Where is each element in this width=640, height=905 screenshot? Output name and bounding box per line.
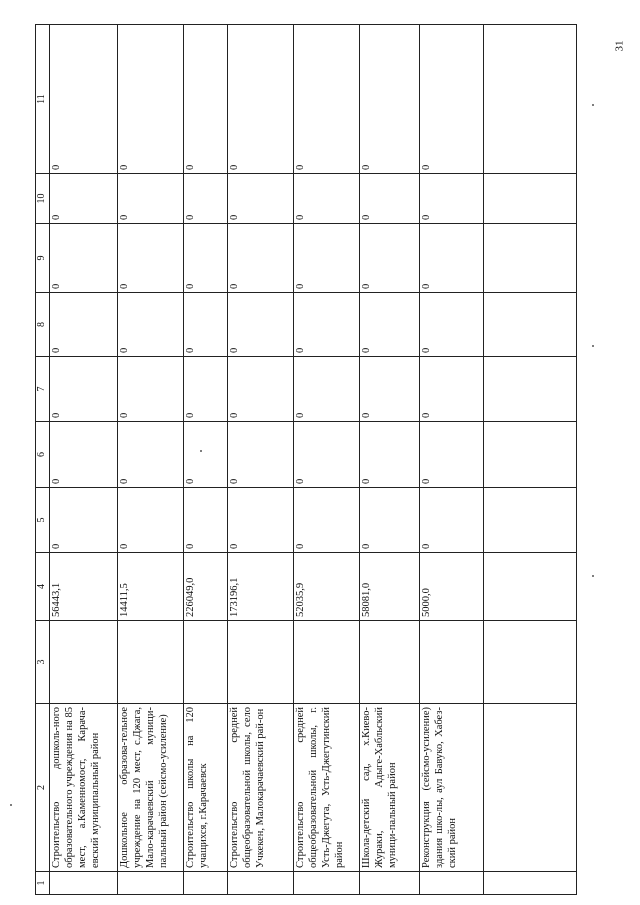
column-header-8: 8 [36, 293, 50, 357]
value-cell-v9: 0 [360, 224, 420, 293]
table-row [118, 25, 184, 895]
value-cell-v10: 0 [228, 174, 294, 224]
value-cell-v5: 0 [184, 488, 228, 553]
value-cell-v9: 0 [50, 224, 118, 293]
value-cell-v7 [484, 357, 577, 422]
value-cell-v3 [118, 621, 184, 704]
value-cell-v6 [484, 422, 577, 488]
value-cell-v7: 0 [294, 357, 360, 422]
value-cell-v11: 0 [360, 25, 420, 174]
value-cell-v7: 0 [228, 357, 294, 422]
row-number-cell [420, 872, 484, 895]
value-cell-v8: 0 [50, 293, 118, 357]
object-name-cell [484, 704, 577, 872]
object-name-cell: Строительство школы на 120 учащихся, г.Карачаевск [184, 704, 228, 872]
value-cell-v8 [484, 293, 577, 357]
value-cell-v3 [420, 621, 484, 704]
value-cell-v9: 0 [420, 224, 484, 293]
row-number-cell [50, 872, 118, 895]
value-cell-v7: 0 [118, 357, 184, 422]
value-cell-v8: 0 [118, 293, 184, 357]
column-header-7: 7 [36, 357, 50, 422]
value-cell-v5: 0 [360, 488, 420, 553]
value-cell-v11: 0 [118, 25, 184, 174]
value-cell-v9: 0 [228, 224, 294, 293]
value-cell-v10: 0 [360, 174, 420, 224]
table-row [420, 25, 484, 895]
table-row [294, 25, 360, 895]
value-cell-v8: 0 [228, 293, 294, 357]
value-cell-v4: 58081,0 [360, 553, 420, 621]
column-header-2: 2 [36, 704, 50, 872]
scan-speck [592, 575, 594, 577]
value-cell-v10: 0 [118, 174, 184, 224]
value-cell-v11: 0 [420, 25, 484, 174]
value-cell-v5: 0 [294, 488, 360, 553]
column-header-6: 6 [36, 422, 50, 488]
value-cell-v6: 0 [360, 422, 420, 488]
value-cell-v10: 0 [294, 174, 360, 224]
value-cell-v6: 0 [294, 422, 360, 488]
value-cell-v11: 0 [228, 25, 294, 174]
header-row [36, 25, 50, 895]
value-cell-v5 [484, 488, 577, 553]
value-cell-v4: 52035,9 [294, 553, 360, 621]
data-table [35, 24, 577, 895]
row-number-cell [184, 872, 228, 895]
column-header-11: 11 [36, 25, 50, 174]
value-cell-v4 [484, 553, 577, 621]
column-header-4: 4 [36, 553, 50, 621]
value-cell-v3 [484, 621, 577, 704]
object-name-cell: Дошкольное образова-тельное учреждение на 120 мест, с.Джага, Мало-карачаевский муници-пальный район (сейсмо-усиление) [118, 704, 184, 872]
column-header-5: 5 [36, 488, 50, 553]
row-number-cell [484, 872, 577, 895]
value-cell-v3 [184, 621, 228, 704]
value-cell-v7: 0 [420, 357, 484, 422]
value-cell-v6: 0 [184, 422, 228, 488]
object-name-cell: Строительство средней общеобразовательной школы, село Учкекен, Малокарачаевский рай-он [228, 704, 294, 872]
value-cell-v6: 0 [118, 422, 184, 488]
table-row [484, 25, 577, 895]
value-cell-v9: 0 [118, 224, 184, 293]
value-cell-v10: 0 [184, 174, 228, 224]
value-cell-v4: 56443,1 [50, 553, 118, 621]
rotated-table-sheet [35, 25, 575, 895]
value-cell-v4: 14411,5 [118, 553, 184, 621]
table-body [50, 25, 577, 895]
scan-speck [200, 450, 202, 452]
value-cell-v4: 5000,0 [420, 553, 484, 621]
value-cell-v11: 0 [184, 25, 228, 174]
value-cell-v10 [484, 174, 577, 224]
column-header-10: 10 [36, 174, 50, 224]
value-cell-v7: 0 [184, 357, 228, 422]
scan-speck [592, 345, 594, 347]
value-cell-v6: 0 [228, 422, 294, 488]
value-cell-v6: 0 [420, 422, 484, 488]
value-cell-v8: 0 [184, 293, 228, 357]
value-cell-v4: 173196,1 [228, 553, 294, 621]
scan-speck [10, 804, 12, 806]
object-name-cell: Строительство средней общеобразовательной школы, г. Усть-Джегута, Усть-Джегутинский район [294, 704, 360, 872]
value-cell-v8: 0 [294, 293, 360, 357]
column-header-3: 3 [36, 621, 50, 704]
table-row [50, 25, 118, 895]
row-number-cell [360, 872, 420, 895]
value-cell-v5: 0 [228, 488, 294, 553]
column-header-9: 9 [36, 224, 50, 293]
value-cell-v5: 0 [118, 488, 184, 553]
value-cell-v8: 0 [420, 293, 484, 357]
value-cell-v4: 226049,0 [184, 553, 228, 621]
value-cell-v9 [484, 224, 577, 293]
value-cell-v9: 0 [294, 224, 360, 293]
scan-speck [592, 104, 594, 106]
value-cell-v9: 0 [184, 224, 228, 293]
object-name-cell: Школа-детский сад, х.Киево-Жураки, Адыге-Хабльский муници-пальный район [360, 704, 420, 872]
value-cell-v3 [294, 621, 360, 704]
value-cell-v5: 0 [420, 488, 484, 553]
value-cell-v10: 0 [420, 174, 484, 224]
value-cell-v7: 0 [50, 357, 118, 422]
value-cell-v11 [484, 25, 577, 174]
object-name-cell: Строительство дошколь-ного образовательного учреждения на 85 мест, а.Каменномост, Карача-евский муниципальный район [50, 704, 118, 872]
value-cell-v5: 0 [50, 488, 118, 553]
value-cell-v11: 0 [294, 25, 360, 174]
row-number-cell [118, 872, 184, 895]
value-cell-v8: 0 [360, 293, 420, 357]
value-cell-v3 [228, 621, 294, 704]
page-number: 31 [613, 40, 626, 52]
value-cell-v11: 0 [50, 25, 118, 174]
value-cell-v3 [50, 621, 118, 704]
row-number-cell [228, 872, 294, 895]
column-header-1: 1 [36, 872, 50, 895]
object-name-cell: Реконструкция (сейсмо-усиление) здания шко-лы, аул Бавуко, Хабез-ский район [420, 704, 484, 872]
value-cell-v7: 0 [360, 357, 420, 422]
value-cell-v10: 0 [50, 174, 118, 224]
value-cell-v3 [360, 621, 420, 704]
table-row [184, 25, 228, 895]
value-cell-v6: 0 [50, 422, 118, 488]
row-number-cell [294, 872, 360, 895]
table-row [360, 25, 420, 895]
table-row [228, 25, 294, 895]
